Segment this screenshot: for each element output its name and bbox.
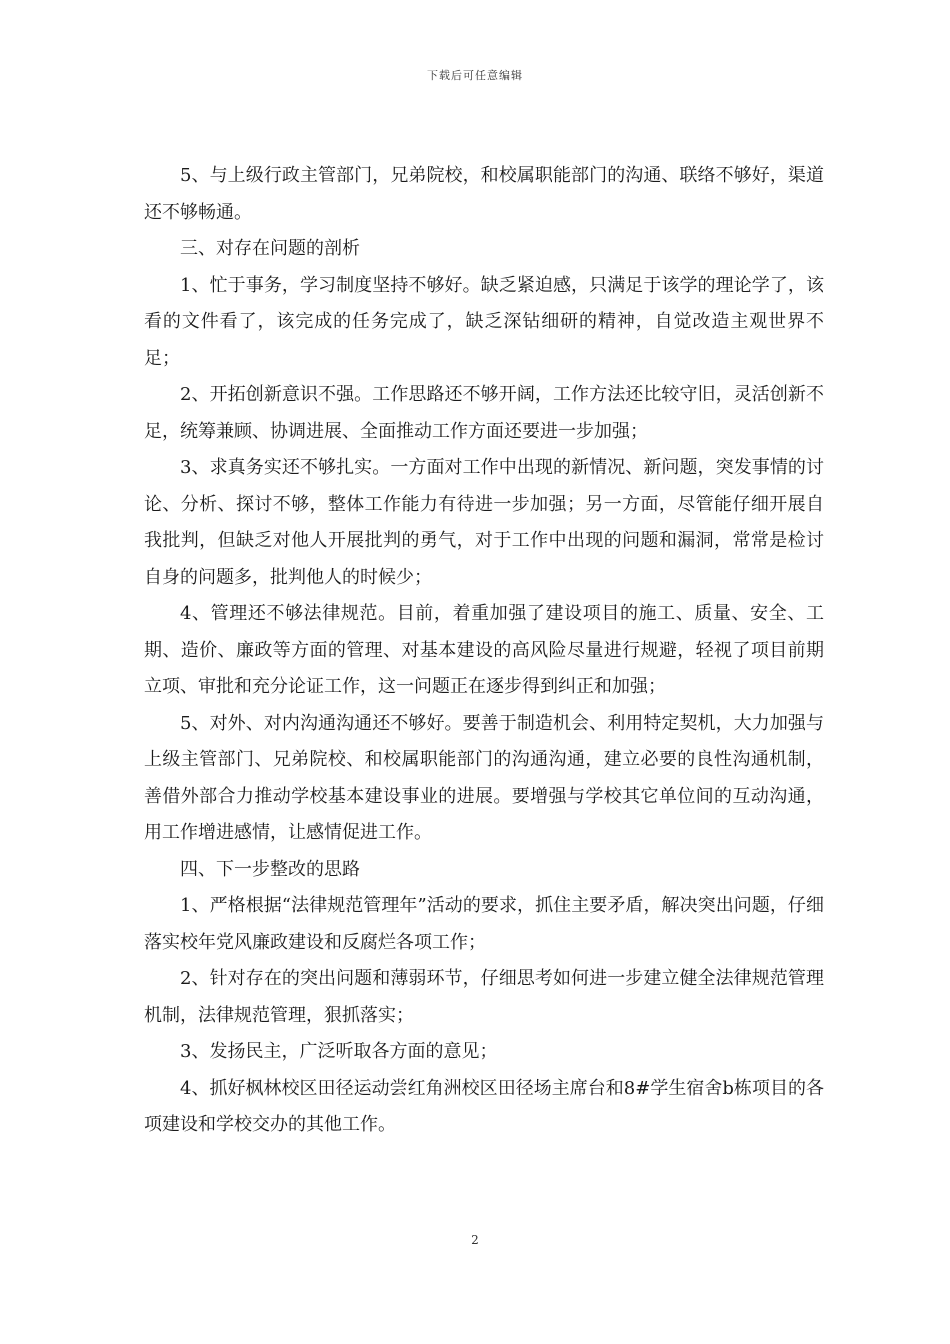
paragraph: 1、忙于事务，学习制度坚持不够好。缺乏紧迫感，只满足于该学的理论学了，该看的文件看了，该完成的任务完成了，缺乏深钻细研的精神，自觉改造主观世界不足； xyxy=(144,274,824,369)
paragraph: 4、管理还不够法律规范。目前，着重加强了建设项目的施工、质量、安全、工期、造价、廉政等方面的管理、对基本建设的高风险尽量进行规避，轻视了项目前期立项、审批和充分论证工作，这一问题正在逐步得到纠正和加强； xyxy=(144,603,824,697)
paragraph: 1、严格根据“法律规范管理年”活动的要求，抓住主要矛盾，解决突出问题，仔细落实校年党风廉政建设和反腐烂各项工作； xyxy=(144,895,824,953)
section-heading: 四、下一步整改的思路 xyxy=(180,858,360,880)
paragraph: 2、针对存在的突出问题和薄弱环节，仔细思考如何进一步建立健全法律规范管理机制，法律规范管理，狠抓落实； xyxy=(144,968,824,1026)
paragraph: 3、求真务实还不够扎实。一方面对工作中出现的新情况、新问题，突发事情的讨论、分析、探讨不够，整体工作能力有待进一步加强；另一方面，尽管能仔细开展自我批判，但缺乏对他人开展批判的勇气，对于工作中出现的问题和漏洞，常常是检讨自身的问题多，批判他人的时候少； xyxy=(144,457,824,588)
paragraph: 3、发扬民主，广泛听取各方面的意见； xyxy=(180,1041,498,1062)
paragraph: 4、抓好枫林校区田径运动尝红角洲校区田径场主席台和8#学生宿舍b栋项目的各项建设和学校交办的其他工作。 xyxy=(144,1077,824,1135)
document-body xyxy=(144,158,824,1144)
paragraph: 2、开拓创新意识不强。工作思路还不够开阔，工作方法还比较守旧，灵活创新不足，统筹兼顾、协调进展、全面推动工作方面还要进一步加强； xyxy=(144,384,824,442)
header-note: 下载后可任意编辑 xyxy=(427,69,523,82)
page-number: 2 xyxy=(471,1233,479,1247)
paragraph: 5、对外、对内沟通沟通还不够好。要善于制造机会、利用特定契机，大力加强与上级主管部门、兄弟院校、和校属职能部门的沟通沟通，建立必要的良性沟通机制，善借外部合力推动学校基本建设事业的进展。要增强与学校其它单位间的互动沟通，用工作增进感情，让感情促进工作。 xyxy=(144,712,824,843)
paragraph: 5、与上级行政主管部门，兄弟院校，和校属职能部门的沟通、联络不够好，渠道还不够畅通。 xyxy=(144,165,824,223)
section-heading: 三、对存在问题的剖析 xyxy=(180,238,360,259)
